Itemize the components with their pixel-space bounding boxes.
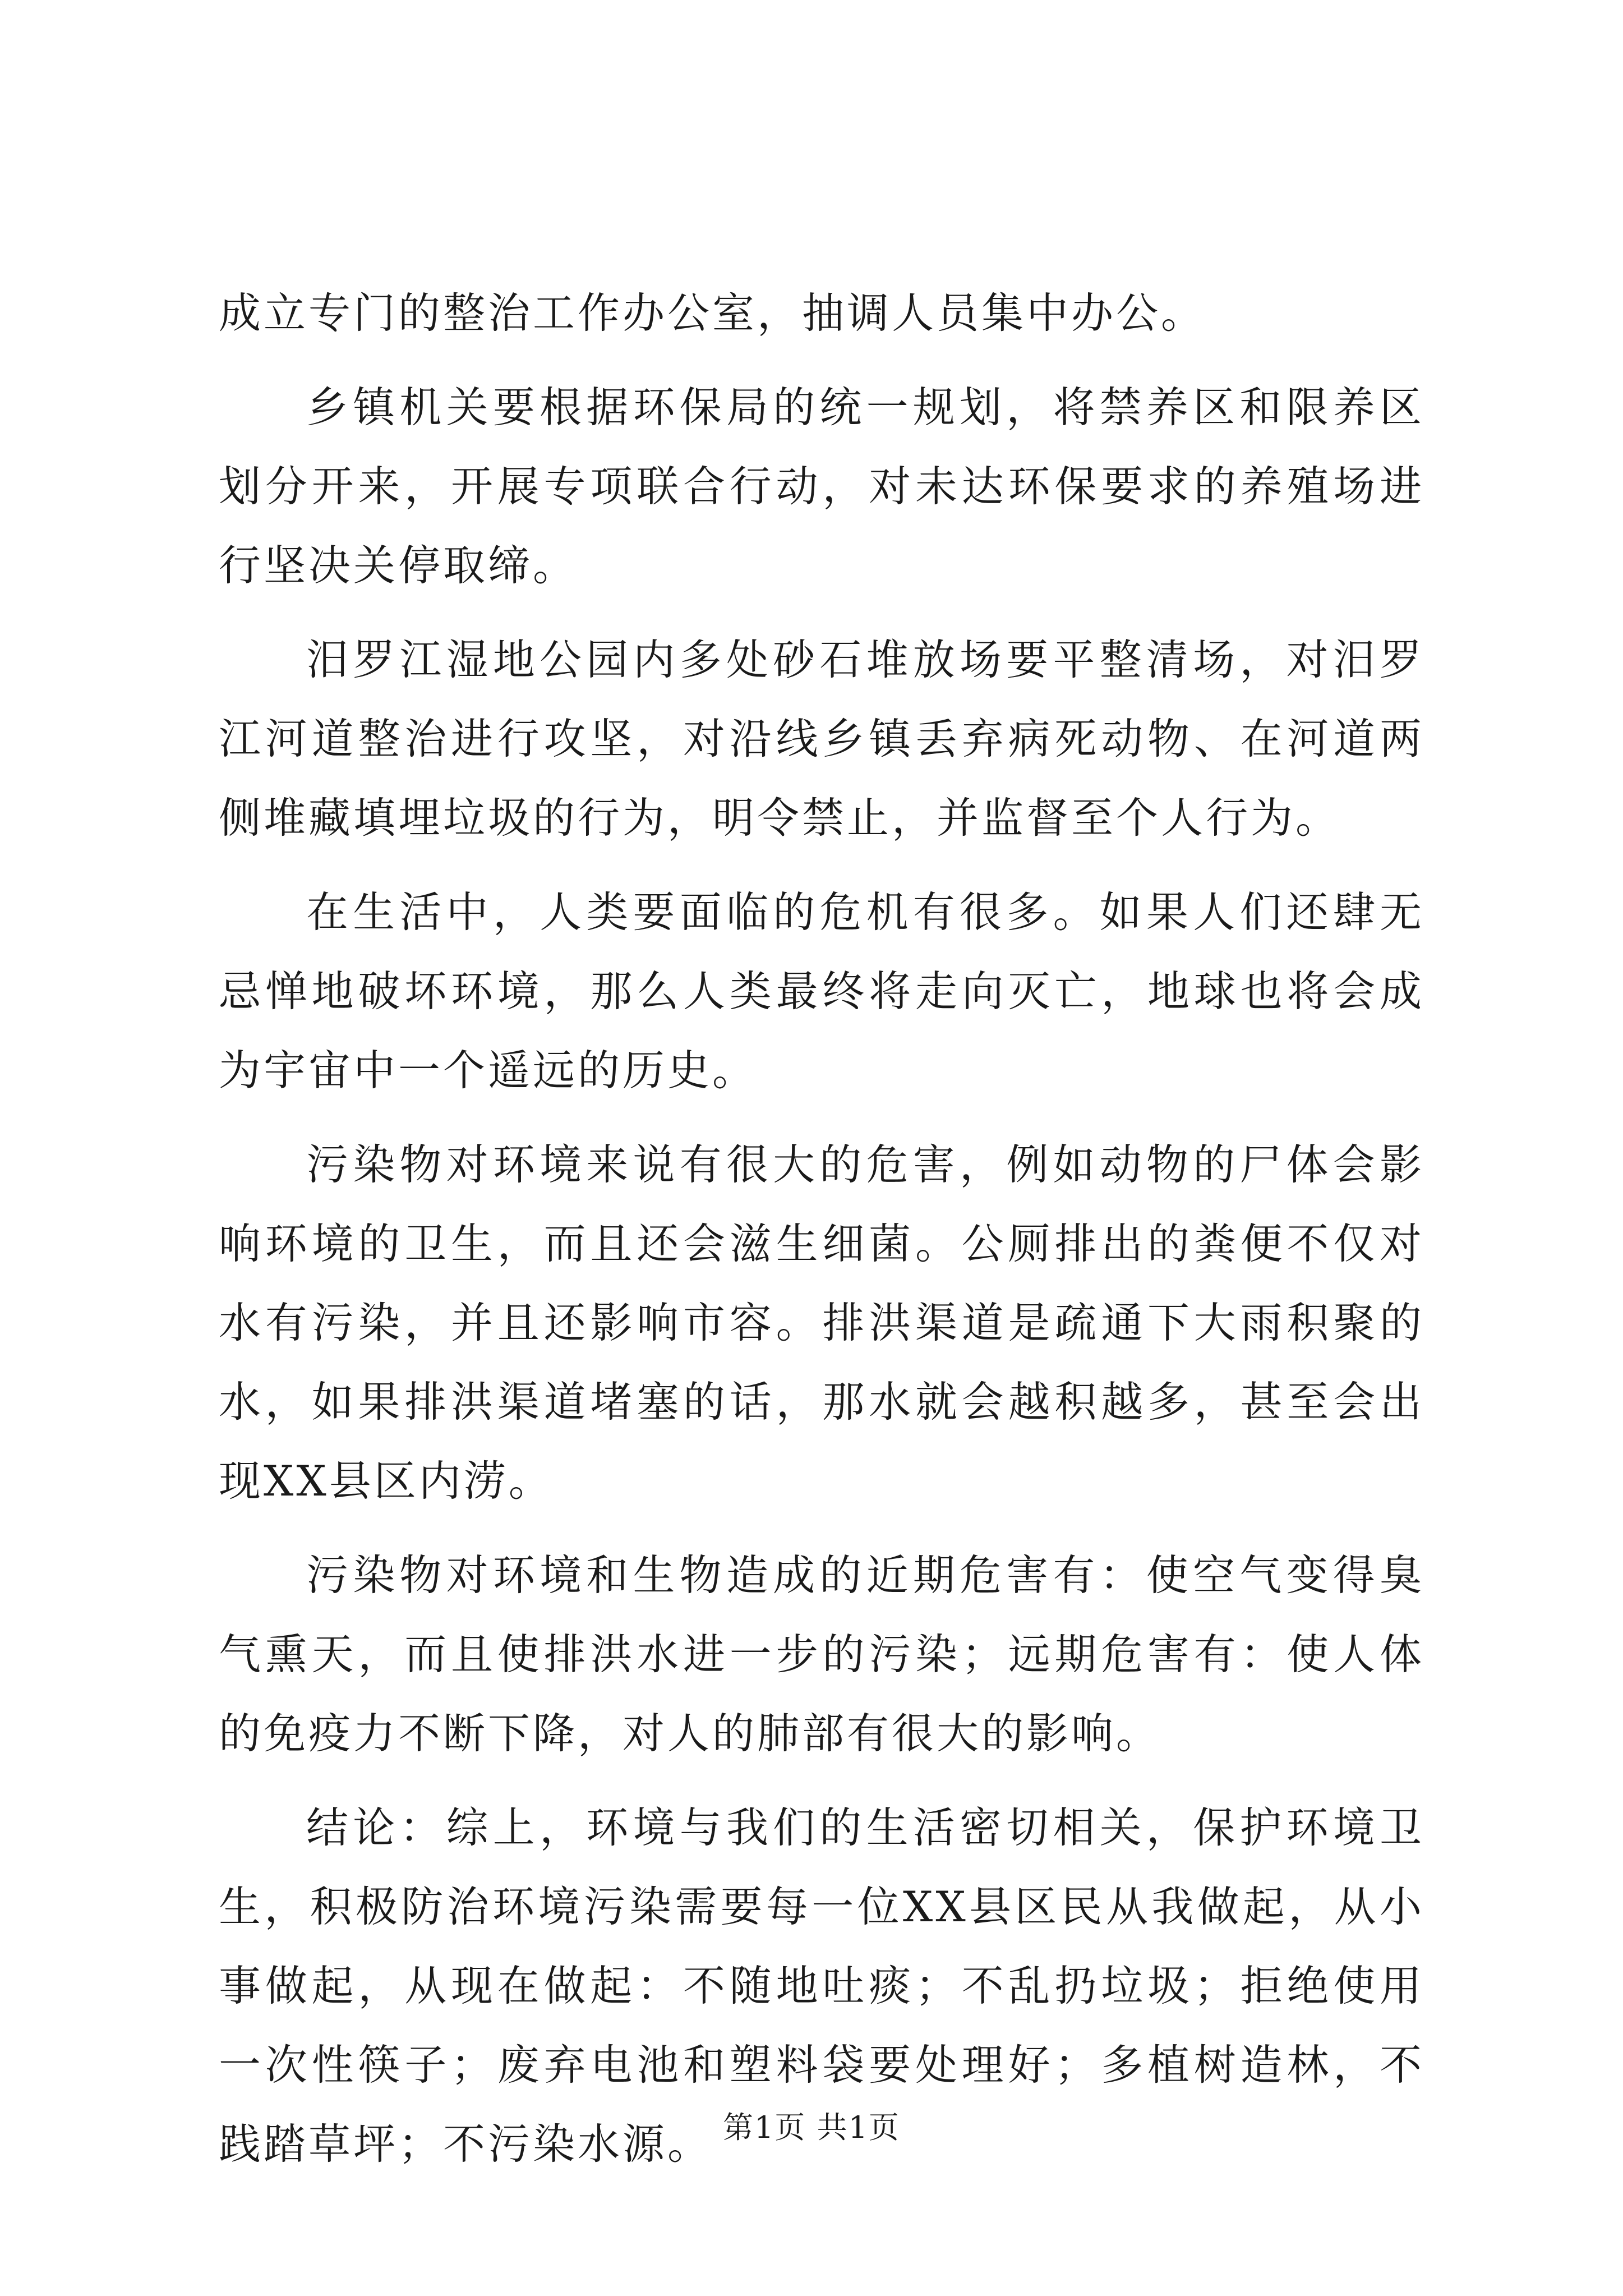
paragraph-7: 结论：综上，环境与我们的生活密切相关，保护环境卫生，积极防治环境污染需要每一位XX县区民从我做起，从小事做起，从现在做起：不随地吐痰；不乱扔垃圾；拒绝使用一次性筷子；废弃电池和塑料袋要处理好；多植树造林，不践踏草坪；不污染水源。 — [219, 1803, 1424, 2169]
paragraph-4: 在生活中，人类要面临的危机有很多。如果人们还肆无忌惮地破坏环境，那么人类最终将走向灭亡，地球也将会成为宇宙中一个遥远的历史。 — [219, 887, 1424, 1095]
paragraph-1: 成立专门的整治工作办公室，抽调人员集中办公。 — [219, 288, 1206, 338]
paragraph-2: 乡镇机关要根据环保局的统一规划，将禁养区和限养区划分开来，开展专项联合行动，对未达环保要求的养殖场进行坚决关停取缔。 — [219, 383, 1424, 590]
paragraph-3: 汨罗江湿地公园内多处砂石堆放场要平整清场，对汨罗江河道整治进行攻坚，对沿线乡镇丢弃病死动物、在河道两侧堆藏填埋垃圾的行为，明令禁止，并监督至个人行为。 — [219, 635, 1424, 843]
paragraph-6: 污染物对环境和生物造成的近期危害有：使空气变得臭气熏天，而且使排洪水进一步的污染；远期危害有：使人体的免疫力不断下降，对人的肺部有很大的影响。 — [219, 1550, 1424, 1758]
paragraph-5: 污染物对环境来说有很大的危害，例如动物的尸体会影响环境的卫生，而且还会滋生细菌。公厕排出的粪便不仅对水有污染，并且还影响市容。排洪渠道是疏通下大雨积聚的水，如果排洪渠道堵塞的话，那水就会越积越多，甚至会出现XX县区内涝。 — [219, 1140, 1424, 1506]
body-text — [219, 274, 1424, 2199]
page-footer: 第1页 共1页 — [723, 2110, 900, 2145]
